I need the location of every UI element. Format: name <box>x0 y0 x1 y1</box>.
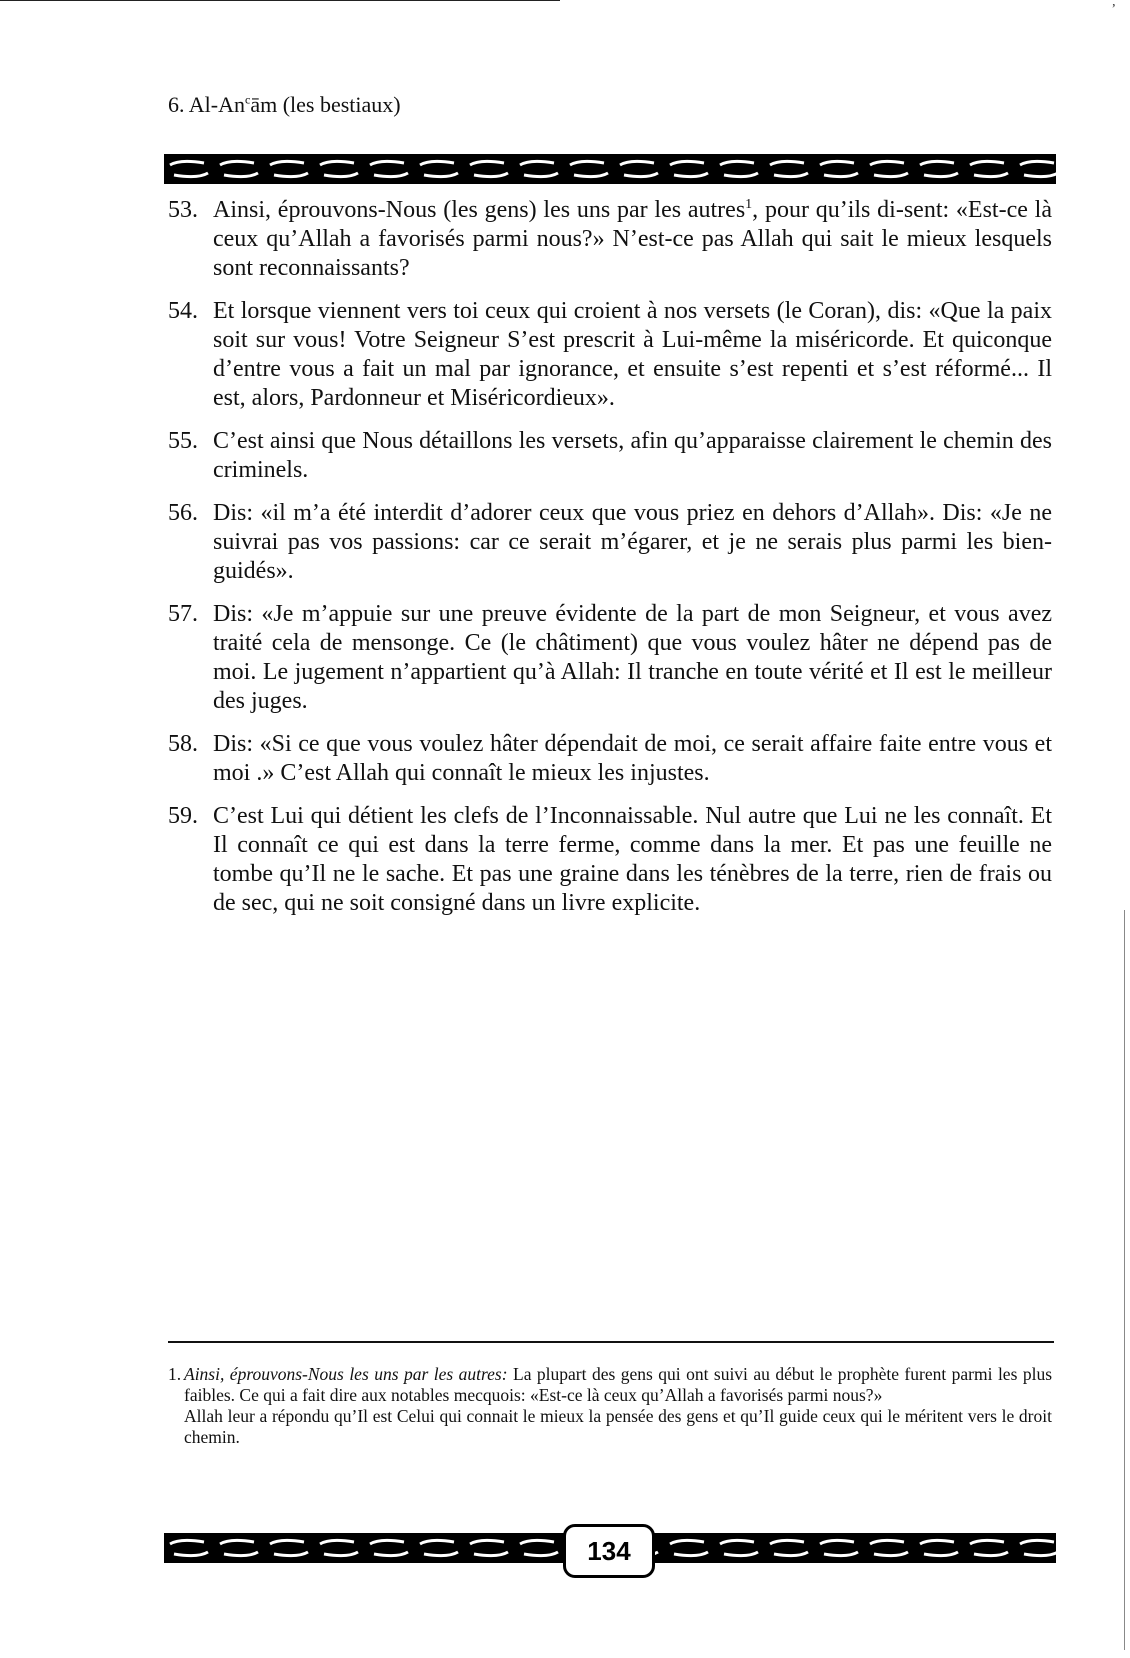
verse-number: 55. <box>168 428 198 454</box>
verse-text-part: , pour qu’ils di-sent: «Est-ce là ceux qu’Allah a favorisés parmi nous?» N’est-ce pas Allah qui sait le mieux lesquels sont reconnaissants? <box>213 197 1052 281</box>
footnote-reference[interactable]: 1 <box>745 197 753 212</box>
verse-54 <box>168 297 1052 413</box>
verse-number: 58. <box>168 731 198 757</box>
verse-text <box>213 196 1052 283</box>
verse-59 <box>168 802 1052 918</box>
running-head <box>168 92 401 118</box>
verse-text: Dis: «il m’a été interdit d’adorer ceux que vous priez en dehors d’Allah». Dis: «Je ne suivrai pas vos passions: car ce serait m’égarer, et je ne serais plus parmi les bien-guidés». <box>213 500 1052 584</box>
verse-number: 57. <box>168 601 198 627</box>
verse-55 <box>168 427 1052 485</box>
verse-number: 59. <box>168 803 198 829</box>
verse-58 <box>168 730 1052 788</box>
footnote-body <box>168 1364 1052 1448</box>
verse-text: C’est ainsi que Nous détaillons les versets, afin qu’apparaisse clairement le chemin des criminels. <box>213 428 1052 483</box>
verse-text: Dis: «Si ce que vous voulez hâter dépendait de moi, ce serait affaire faite entre vous et moi .» C’est Allah qui connaît le mieux les injustes. <box>213 731 1052 786</box>
verse-56 <box>168 499 1052 586</box>
corner-mark: ʼ <box>1111 2 1116 17</box>
verse-list <box>168 196 1052 932</box>
ornamental-band-top <box>164 154 1056 184</box>
footnote <box>168 1364 1052 1448</box>
verse-number: 54. <box>168 298 198 324</box>
footnote-mark: 1. <box>168 1364 182 1384</box>
footnote-paragraph-2: Allah leur a répondu qu’Il est Celui qui connait le mieux la pensée des gens et qu’Il guide ceux qui le méritent vers le droit chemin. <box>184 1406 1052 1447</box>
verse-text-part: Ainsi, éprouvons-Nous (les gens) les uns par les autres <box>213 197 746 223</box>
running-head-prefix: 6. Al-An <box>168 92 245 117</box>
page-edge-line <box>1124 910 1125 1650</box>
verse-number: 53. <box>168 197 198 223</box>
verse-text: Dis: «Je m’appuie sur une preuve évidente de la part de mon Seigneur, et vous avez traité cela de mensonge. Ce (le châtiment) que vous voulez hâter ne dépend pas de moi. Le jugement n’appartient qu’à Allah: Il tranche en toute vérité et Il est le meilleur des juges. <box>213 601 1052 714</box>
verse-57 <box>168 600 1052 716</box>
running-head-suffix: ām (les bestiaux) <box>250 92 401 117</box>
footnote-text: La plupart des gens qui ont suivi au début le prophète furent parmi les plus faibles. Ce qui a fait dire aux notables mecquois: «Est-ce là ceux qu’Allah a favorisés parmi nous?» <box>184 1364 1053 1405</box>
footnote-lead: Ainsi, éprouvons-Nous les uns par les autres: <box>184 1364 508 1384</box>
top-edge-rule <box>0 0 560 1</box>
verse-text: Et lorsque viennent vers toi ceux qui croient à nos versets (le Coran), dis: «Que la paix soit sur vous! Votre Seigneur S’est prescrit à Lui-même la miséricorde. Et quiconque d’entre vous a fait un mal par ignorance, et ensuite s’est repenti et s’est réformé... Il est, alors, Pardonneur et Miséricordieux». <box>213 298 1052 411</box>
footnote-separator <box>168 1341 1054 1343</box>
verse-53 <box>168 196 1052 283</box>
verse-number: 56. <box>168 500 198 526</box>
page-number: 134 <box>563 1524 655 1578</box>
ornament-pattern <box>164 154 1056 184</box>
verse-text: C’est Lui qui détient les clefs de l’Inconnaissable. Nul autre que Lui ne les connaît. Et Il connaît ce qui est dans la terre ferme, comme dans la mer. Et pas une feuille ne tombe qu’Il ne le sache. Et pas une graine dans les ténèbres de la terre, rien de frais ou de sec, qui ne soit consigné dans un livre explicite. <box>213 803 1052 916</box>
footnote-paragraph <box>184 1364 1052 1406</box>
running-head-sup: c <box>245 92 251 107</box>
